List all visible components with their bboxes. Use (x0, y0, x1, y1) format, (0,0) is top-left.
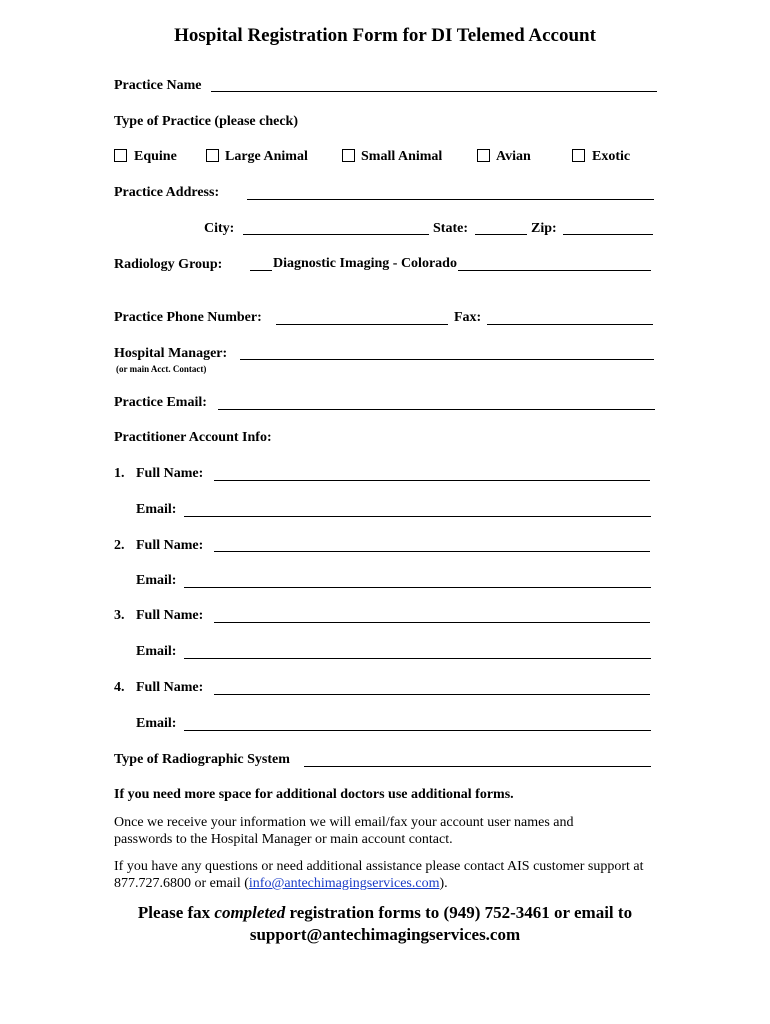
email-label: Email: (136, 644, 177, 659)
fax-instruction-emphasis: completed (214, 903, 286, 922)
fax-label: Fax: (454, 310, 482, 325)
email-label: Email: (136, 502, 177, 517)
form-title: Hospital Registration Form for DI Telemed Account (174, 25, 596, 46)
info-paragraph: Once we receive your information we will email/fax your account user names and passwords to the Hospital Manager or main account contact. (114, 815, 574, 847)
fax-instructions (0, 902, 770, 946)
fax-instruction-suffix: registration forms to (949) 752-3461 or email to support@antechimagingservices.com (249, 903, 633, 944)
radiology-group-value: Diagnostic Imaging - Colorado (273, 256, 457, 271)
practitioner-info-label: Practitioner Account Info: (114, 430, 272, 445)
hospital-manager-note: (or main Acct. Contact) (116, 364, 207, 374)
practitioner-number: 2. (114, 538, 125, 553)
contact-text-prefix: If you have any questions or need additional assistance please contact AIS customer support at 877.727.6800 or email ( (114, 859, 644, 891)
practice-address-field[interactable] (247, 199, 654, 200)
practitioner-2-email-field[interactable] (184, 587, 651, 588)
radiographic-system-label: Type of Radiographic System (114, 752, 290, 767)
practitioner-number: 1. (114, 466, 125, 481)
small-animal-label: Small Animal (361, 149, 443, 164)
full-name-label: Full Name: (136, 680, 204, 695)
practitioner-1-email-field[interactable] (184, 516, 651, 517)
practitioner-3-email-field[interactable] (184, 658, 651, 659)
practice-name-field[interactable] (211, 91, 657, 92)
practitioner-3-name-field[interactable] (214, 622, 650, 623)
practitioner-2-name-field[interactable] (214, 551, 650, 552)
practice-name-label: Practice Name (114, 78, 202, 93)
fax-field[interactable] (487, 324, 653, 325)
full-name-label: Full Name: (136, 608, 204, 623)
large-animal-checkbox[interactable] (206, 149, 219, 162)
radiology-group-label: Radiology Group: (114, 257, 223, 272)
contact-email-link[interactable]: info@antechimagingservices.com (248, 876, 440, 891)
hospital-manager-field[interactable] (240, 359, 654, 360)
large-animal-label: Large Animal (225, 149, 308, 164)
zip-label: Zip: (531, 221, 557, 236)
practitioner-number: 4. (114, 680, 125, 695)
full-name-label: Full Name: (136, 538, 204, 553)
practitioner-4-email-field[interactable] (184, 730, 651, 731)
hospital-manager-label: Hospital Manager: (114, 346, 228, 361)
practitioner-4-name-field[interactable] (214, 694, 650, 695)
city-field[interactable] (243, 234, 429, 235)
exotic-label: Exotic (592, 149, 631, 164)
equine-checkbox[interactable] (114, 149, 127, 162)
fax-instruction-prefix: Please fax (137, 903, 215, 922)
zip-field[interactable] (563, 234, 653, 235)
practice-email-label: Practice Email: (114, 395, 207, 410)
phone-field[interactable] (276, 324, 448, 325)
exotic-checkbox[interactable] (572, 149, 585, 162)
email-label: Email: (136, 573, 177, 588)
practice-address-label: Practice Address: (114, 185, 220, 200)
practice-email-field[interactable] (218, 409, 655, 410)
equine-label: Equine (134, 149, 177, 164)
practitioner-number: 3. (114, 608, 125, 623)
practitioner-1-name-field[interactable] (214, 480, 650, 481)
radiographic-system-field[interactable] (304, 766, 651, 767)
phone-label: Practice Phone Number: (114, 310, 262, 325)
state-field[interactable] (475, 234, 527, 235)
additional-doctors-note: If you need more space for additional doctors use additional forms. (114, 787, 514, 802)
avian-label: Avian (496, 149, 531, 164)
small-animal-checkbox[interactable] (342, 149, 355, 162)
email-label: Email: (136, 716, 177, 731)
contact-text-suffix: ). (439, 876, 448, 891)
contact-paragraph (114, 858, 644, 892)
full-name-label: Full Name: (136, 466, 204, 481)
state-label: State: (433, 221, 468, 236)
city-label: City: (204, 221, 235, 236)
avian-checkbox[interactable] (477, 149, 490, 162)
type-of-practice-label: Type of Practice (please check) (114, 114, 299, 129)
